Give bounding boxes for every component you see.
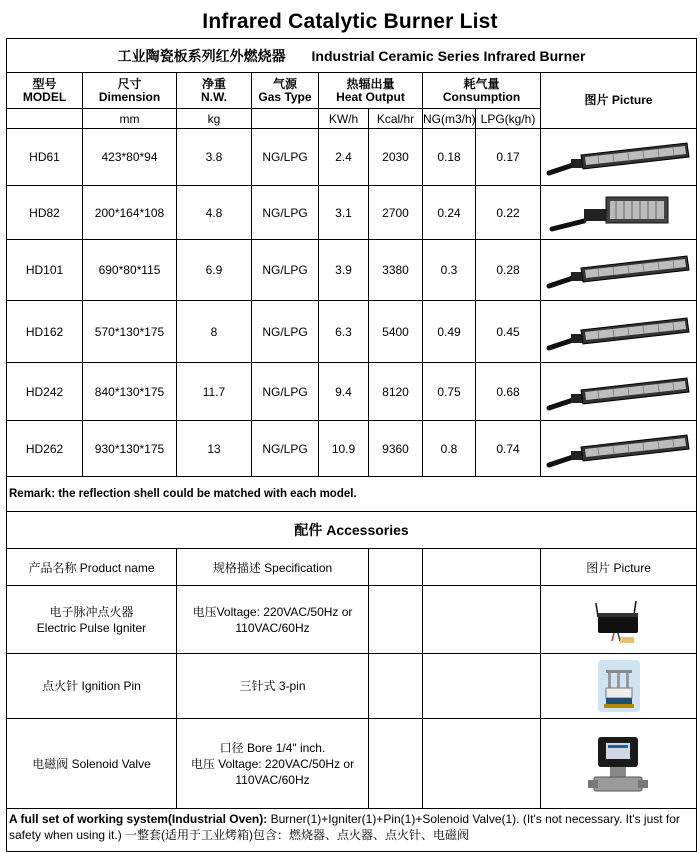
- accessory-name-cn: 电子脉冲点火器: [49, 604, 134, 619]
- empty-cell: [369, 654, 423, 719]
- cell-dimension: 200*164*108: [83, 186, 177, 240]
- unit-kw: KW/h: [319, 109, 369, 129]
- burner-picture: [541, 186, 697, 240]
- cell-kcal: 5400: [369, 301, 423, 363]
- acc-header-empty: [369, 549, 423, 586]
- unit-kcal: Kcal/hr: [369, 109, 423, 129]
- cell-kw: 2.4: [319, 129, 369, 186]
- empty-cell: [369, 719, 423, 809]
- cell-gas: NG/LPG: [252, 240, 319, 301]
- accessory-name-en: Solenoid Valve: [71, 756, 151, 771]
- cell-kw: 3.1: [319, 186, 369, 240]
- cell-kcal: 2700: [369, 186, 423, 240]
- accessory-name-cn: 电磁阀: [32, 756, 69, 771]
- accessory-name-en: Electric Pulse Igniter: [36, 620, 147, 635]
- cell-model: HD101: [7, 240, 83, 301]
- cell-ng: 0.18: [423, 129, 476, 186]
- header-consumption: 耗气量 Consumption: [423, 73, 541, 109]
- acc-header-spec: 规格描述 Specification: [177, 549, 369, 586]
- accessory-name-cn: 点火针: [42, 679, 79, 693]
- spec-line: 110VAC/60Hz: [235, 772, 310, 787]
- burner-picture: [541, 129, 697, 186]
- cell-kcal: 9360: [369, 421, 423, 477]
- cell-nw: 8: [177, 301, 252, 363]
- cell-dimension: 570*130*175: [83, 301, 177, 363]
- unit-lpg: LPG(kg/h): [476, 109, 541, 129]
- empty-cell: [423, 586, 541, 654]
- cell-gas: NG/LPG: [252, 301, 319, 363]
- cell-lpg: 0.68: [476, 363, 541, 421]
- cell-nw: 4.8: [177, 186, 252, 240]
- burner-table: [6, 38, 697, 852]
- table-row: [7, 301, 697, 363]
- unit-dimension: mm: [83, 109, 177, 129]
- cell-kw: 9.4: [319, 363, 369, 421]
- table-row: [7, 186, 697, 240]
- cell-lpg: 0.22: [476, 186, 541, 240]
- table-subtitle: [7, 39, 697, 73]
- cell-gas: NG/LPG: [252, 186, 319, 240]
- accessory-row: [7, 719, 697, 809]
- cell-dimension: 840*130*175: [83, 363, 177, 421]
- unit-nw: kg: [177, 109, 252, 129]
- ignition-pin-image: [541, 654, 697, 719]
- cell-dimension: 930*130*175: [83, 421, 177, 477]
- spec-line: 电压Voltage: 220VAC/50Hz or: [192, 604, 353, 619]
- acc-header-product: 产品名称 Product name: [7, 549, 177, 586]
- accessory-row: [7, 586, 697, 654]
- cell-model: HD262: [7, 421, 83, 477]
- cell-lpg: 0.74: [476, 421, 541, 477]
- header-model: 型号 MODEL: [7, 73, 83, 109]
- empty-cell: [423, 654, 541, 719]
- igniter-image: [541, 586, 697, 654]
- cell-nw: 13: [177, 421, 252, 477]
- table-row: [7, 363, 697, 421]
- cell-kw: 10.9: [319, 421, 369, 477]
- cell-ng: 0.75: [423, 363, 476, 421]
- cell-model: HD162: [7, 301, 83, 363]
- cell-ng: 0.8: [423, 421, 476, 477]
- empty-cell: [369, 586, 423, 654]
- header-dimension: 尺寸 Dimension: [83, 73, 177, 109]
- cell-kw: 3.9: [319, 240, 369, 301]
- footer-bold: A full set of working system(Industrial Oven):: [9, 812, 268, 826]
- accessory-name: [7, 586, 177, 654]
- document-title: Infrared Catalytic Burner List: [202, 10, 498, 33]
- cell-model: HD61: [7, 129, 83, 186]
- acc-header-empty: [423, 549, 541, 586]
- cell-kw: 6.3: [319, 301, 369, 363]
- header-gas: 气源 Gas Type: [252, 73, 319, 109]
- burner-picture: [541, 421, 697, 477]
- burner-picture: [541, 363, 697, 421]
- header-nw: 净重 N.W.: [177, 73, 252, 109]
- subtitle-cn: 工业陶瓷板系列红外燃烧器: [117, 47, 286, 64]
- accessory-row: [7, 654, 697, 719]
- burner-picture: [541, 240, 697, 301]
- empty-cell: [423, 719, 541, 809]
- accessory-spec: [177, 586, 369, 654]
- cell-nw: 3.8: [177, 129, 252, 186]
- accessory-name: [7, 719, 177, 809]
- cell-nw: 11.7: [177, 363, 252, 421]
- cell-dimension: 690*80*115: [83, 240, 177, 301]
- accessory-spec: [177, 719, 369, 809]
- burner-picture: [541, 301, 697, 363]
- cell-lpg: 0.28: [476, 240, 541, 301]
- acc-header-picture: 图片 Picture: [541, 549, 697, 586]
- cell-dimension: 423*80*94: [83, 129, 177, 186]
- subtitle-en: Industrial Ceramic Series Infrared Burner: [311, 47, 586, 64]
- cell-gas: NG/LPG: [252, 421, 319, 477]
- cell-kcal: 3380: [369, 240, 423, 301]
- cell-model: HD242: [7, 363, 83, 421]
- table-row: [7, 421, 697, 477]
- remark: Remark: the reflection shell could be matched with each model.: [7, 477, 697, 512]
- cell-ng: 0.49: [423, 301, 476, 363]
- spec-line: 口径 Bore 1/4" inch.: [219, 740, 326, 755]
- header-picture: 图片 Picture: [541, 73, 697, 129]
- cell-kcal: 2030: [369, 129, 423, 186]
- cell-lpg: 0.45: [476, 301, 541, 363]
- cell-lpg: 0.17: [476, 129, 541, 186]
- header-heat: 热辐出量 Heat Output: [319, 73, 423, 109]
- spec-line: 三针式 3-pin: [239, 679, 306, 693]
- spec-line: 110VAC/60Hz: [235, 620, 310, 635]
- unit-gas: [252, 109, 319, 129]
- footer-rest: Burner(1)+Igniter(1)+Pin(1)+Solenoid Valve(1). (It's not necessary. It's just for safety when using it.) 一整套(适用于工业烤箱)包含：燃烧器、点火器、点火针、电磁阀: [9, 812, 680, 842]
- cell-gas: NG/LPG: [252, 363, 319, 421]
- unit-ng: NG(m3/h): [423, 109, 476, 129]
- accessory-spec: [177, 654, 369, 719]
- solenoid-valve-image: [541, 719, 697, 809]
- cell-kcal: 8120: [369, 363, 423, 421]
- cell-nw: 6.9: [177, 240, 252, 301]
- cell-ng: 0.24: [423, 186, 476, 240]
- footer-note: [7, 809, 697, 852]
- accessories-title: 配件 Accessories: [7, 512, 697, 549]
- accessory-name-en: Ignition Pin: [81, 679, 141, 693]
- accessory-name: [7, 654, 177, 719]
- spec-line: 电压 Voltage: 220VAC/50Hz or: [190, 756, 355, 771]
- table-row: [7, 129, 697, 186]
- cell-ng: 0.3: [423, 240, 476, 301]
- unit-model: [7, 109, 83, 129]
- cell-gas: NG/LPG: [252, 129, 319, 186]
- table-row: [7, 240, 697, 301]
- cell-model: HD82: [7, 186, 83, 240]
